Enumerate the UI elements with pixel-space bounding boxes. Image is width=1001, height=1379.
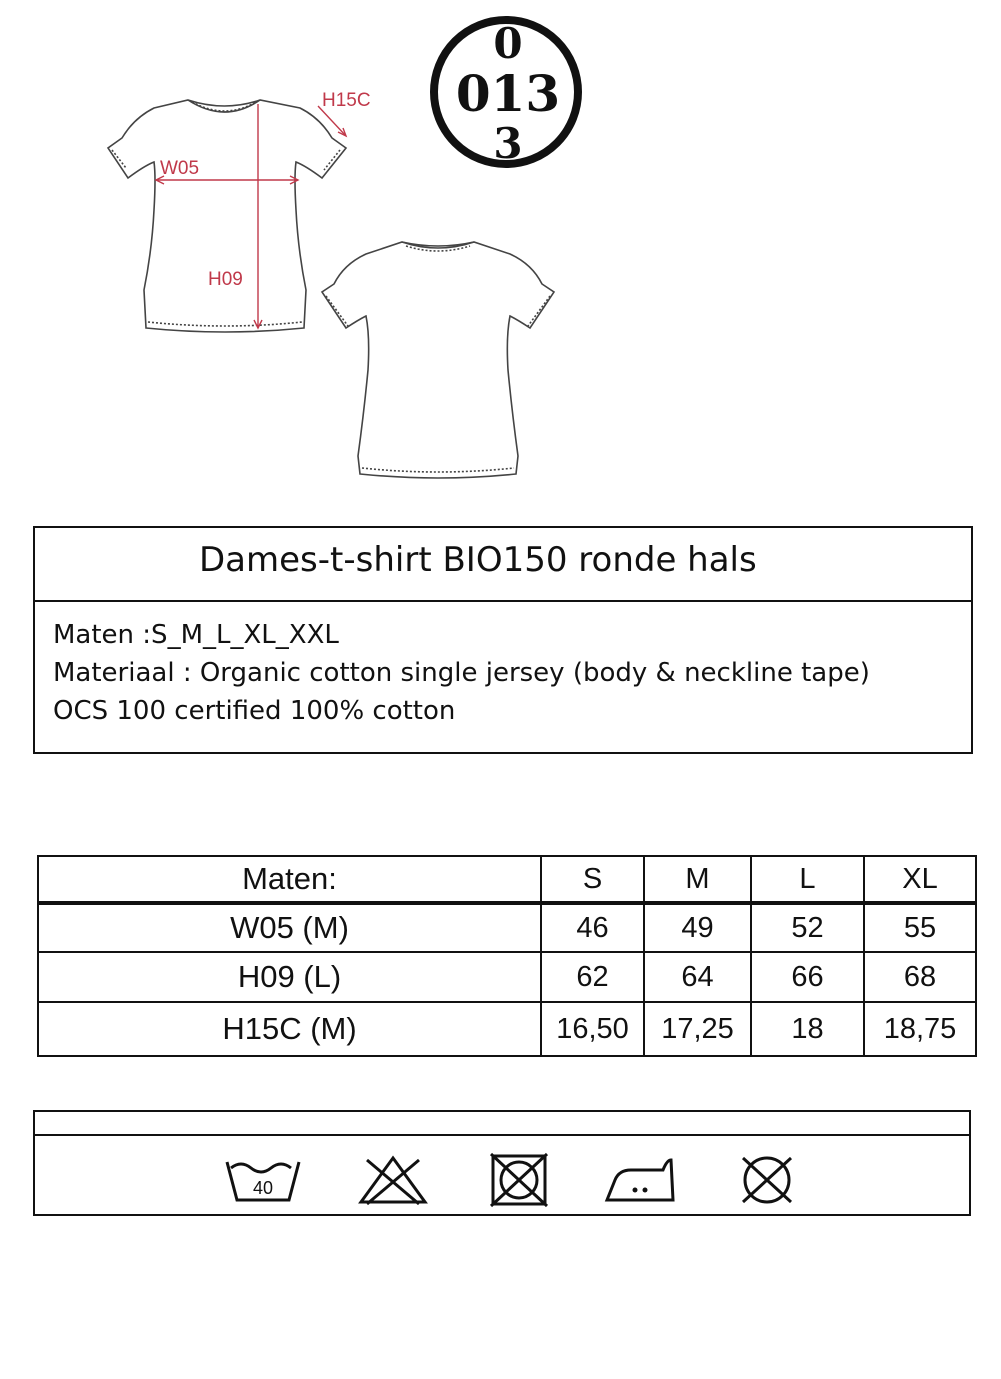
row-label: W05 (M) — [38, 903, 541, 952]
sizes-line: Maten :S_M_L_XL_XXL — [53, 620, 339, 650]
table-row — [38, 1002, 976, 1056]
row-label: H15C (M) — [38, 1002, 541, 1056]
header-cell: Maten: — [38, 856, 541, 903]
table-cell: 62 — [541, 952, 644, 1002]
row-label: H09 (L) — [38, 952, 541, 1002]
label-h15c: H15C — [322, 90, 371, 111]
table-cell: 49 — [644, 903, 751, 952]
header-cell: L — [751, 856, 864, 903]
logo-bottom-digit: 3 — [493, 119, 523, 168]
table-cell: 66 — [751, 952, 864, 1002]
header-cell: M — [644, 856, 751, 903]
table-row — [38, 952, 976, 1002]
table-cell: 52 — [751, 903, 864, 952]
tshirt-front-outline — [108, 100, 346, 332]
brand-logo — [428, 14, 584, 170]
header-cell: XL — [864, 856, 976, 903]
table-cell: 18,75 — [864, 1002, 976, 1056]
no-dry-clean-icon — [727, 1152, 807, 1208]
table-cell: 68 — [864, 952, 976, 1002]
no-bleach-icon — [353, 1152, 433, 1208]
logo-middle-digits: 013 — [455, 64, 561, 123]
table-cell: 16,50 — [541, 1002, 644, 1056]
product-info-box — [33, 526, 973, 754]
iron-medium-icon — [601, 1152, 681, 1208]
table-cell: 64 — [644, 952, 751, 1002]
table-cell: 55 — [864, 903, 976, 952]
care-instructions-box — [33, 1110, 971, 1216]
wash-temperature: 40 — [252, 1178, 274, 1198]
product-title: Dames-t-shirt BIO150 ronde hals — [35, 528, 971, 602]
no-tumble-dry-icon — [479, 1152, 559, 1208]
table-row — [38, 903, 976, 952]
wash-40-icon — [223, 1152, 303, 1208]
certification-line: OCS 100 certified 100% cotton — [53, 696, 456, 726]
size-table — [37, 855, 977, 1057]
label-w05: W05 — [160, 158, 200, 179]
product-details — [53, 616, 870, 730]
care-header-strip — [35, 1112, 969, 1136]
table-header-row — [38, 856, 976, 903]
tshirt-back-diagram — [318, 236, 558, 486]
logo-top-digit: 0 — [493, 19, 523, 68]
label-h09: H09 — [208, 269, 243, 290]
table-cell: 46 — [541, 903, 644, 952]
table-cell: 18 — [751, 1002, 864, 1056]
header-cell: S — [541, 856, 644, 903]
material-line: Materiaal : Organic cotton single jersey (body & neckline tape) — [53, 658, 870, 688]
table-cell: 17,25 — [644, 1002, 751, 1056]
